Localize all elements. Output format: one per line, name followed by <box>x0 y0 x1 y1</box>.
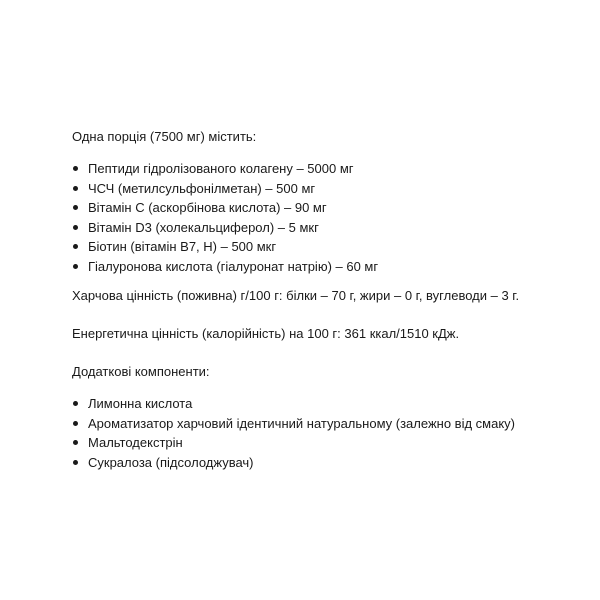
bullet-icon <box>73 401 78 406</box>
list-item <box>72 237 582 257</box>
list-item <box>72 198 582 218</box>
list-item-text: Гіалуронова кислота (гіалуронат натрію) – 60 мг <box>88 258 379 274</box>
list-item-text: Сукралоза (підсолоджувач) <box>88 454 254 470</box>
list-item <box>72 414 582 434</box>
list-item-text: Біотин (вітамін В7, Н) – 500 мкг <box>88 239 277 254</box>
product-description <box>72 128 582 472</box>
list-item <box>72 257 582 277</box>
list-item <box>72 433 582 453</box>
list-item-text: Лимонна кислота <box>88 396 193 411</box>
nutrition-value-text: Харчова цінність (поживна) г/100 г: білки – 70 г, жири – 0 г, вуглеводи – 3 г. <box>72 288 520 303</box>
bullet-icon <box>73 205 78 210</box>
additional-components-heading: Додаткові компоненти: <box>72 364 210 379</box>
list-item-text: ЧСЧ (метилсульфонілметан) – 500 мг <box>88 180 316 196</box>
list-item-text: Пептиди гідролізованого колагену – 5000 мг <box>88 161 354 176</box>
list-item-text: Вітамін D3 (холекальциферол) – 5 мкг <box>88 219 319 235</box>
list-item <box>72 159 582 179</box>
list-item <box>72 218 582 238</box>
list-item <box>72 179 582 199</box>
bullet-icon <box>73 440 78 445</box>
list-item-text: Мальтодекстрін <box>88 435 183 450</box>
serving-intro: Одна порція (7500 мг) містить: <box>72 129 257 144</box>
list-item-text: Вітамін С (аскорбінова кислота) – 90 мг <box>88 200 327 215</box>
list-item-text: Ароматизатор харчовий ідентичний натуральному (залежно від смаку) <box>88 415 516 431</box>
list-item <box>72 453 582 473</box>
list-item <box>72 394 582 414</box>
energy-value-text: Енергетична цінність (калорійність) на 100 г: 361 ккал/1510 кДж. <box>72 326 460 341</box>
additional-components-list <box>72 394 582 472</box>
bullet-icon <box>73 186 78 191</box>
nutrients-list <box>72 159 582 276</box>
bullet-icon <box>73 244 78 249</box>
bullet-icon <box>73 421 78 426</box>
bullet-icon <box>73 460 78 465</box>
bullet-icon <box>73 225 78 230</box>
bullet-icon <box>73 166 78 171</box>
bullet-icon <box>73 264 78 269</box>
